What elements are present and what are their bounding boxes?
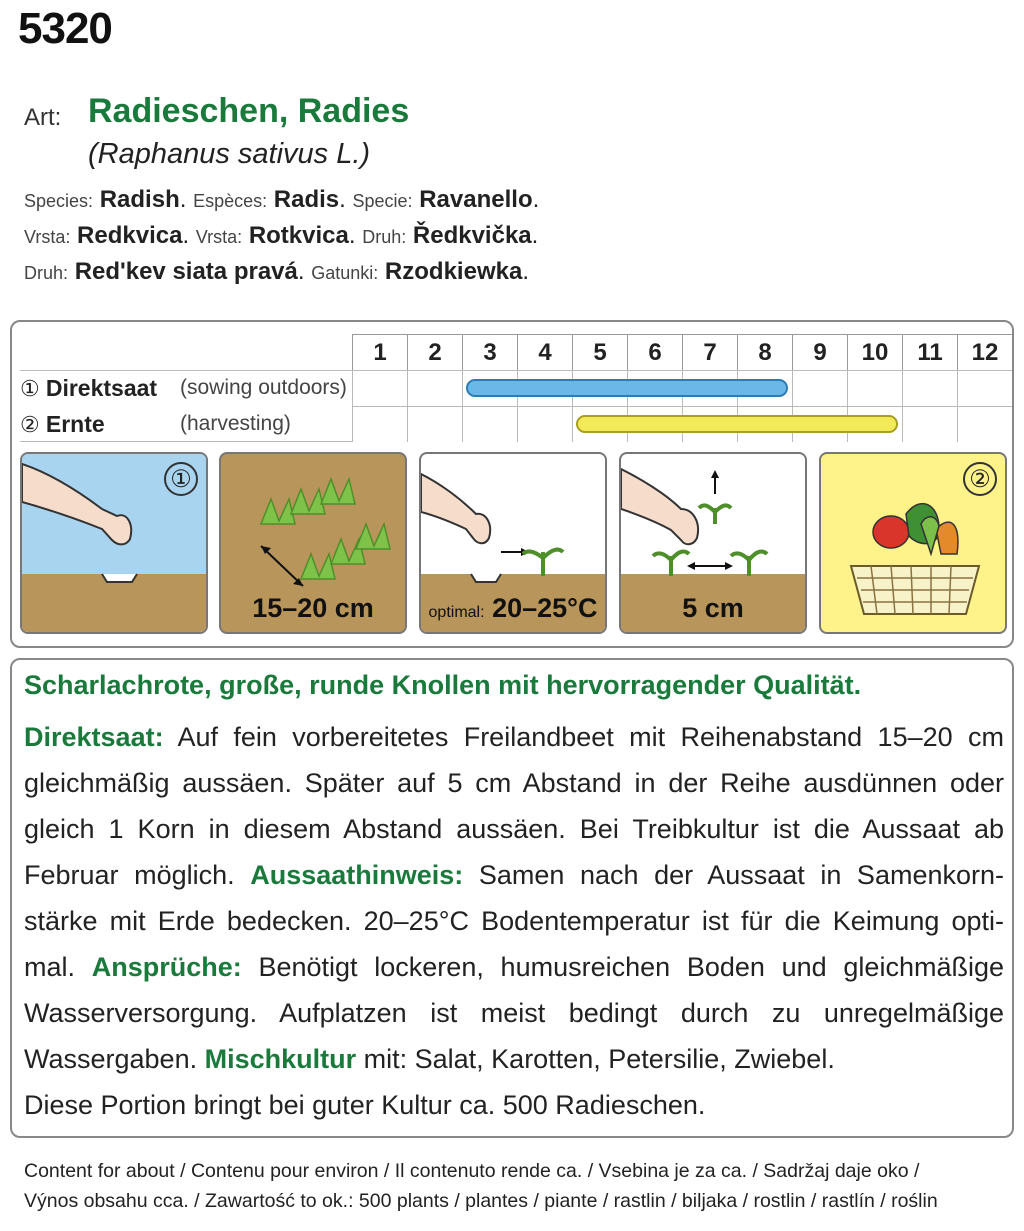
month-4: 4 (517, 334, 572, 370)
month-10: 10 (847, 334, 902, 370)
requirements-heading: Ansprüche: (91, 952, 242, 982)
row-divider (20, 370, 352, 442)
product-code: 5320 (18, 4, 112, 53)
illustration-thinning (619, 452, 807, 634)
step-badge: ① (164, 462, 198, 496)
translation-label: Species: (24, 191, 94, 211)
calendar-cell (352, 370, 407, 406)
illustration-sowing (20, 452, 208, 634)
row-english-label: (harvesting) (180, 412, 291, 435)
sowing-calendar (20, 334, 1010, 444)
calendar-cell (957, 406, 1012, 442)
latin-name: (Raphanus sativus L.) (88, 138, 371, 170)
variety-headline: Scharlachrote, große, runde Knollen mit hervorragender Qualität. (24, 670, 862, 700)
illustration-row-spacing (219, 452, 407, 634)
companion-planting-heading: Mischkultur (204, 1044, 357, 1074)
calendar-cell (902, 370, 957, 406)
direct-sowing-text: Auf fein vorbereitetes Freilandbeet mit Reihenabstand 15–20 cm gleichmäßig aussäen. Später auf 5 cm Abstand in der Reihe ausdünnen oder gleich 1 Korn in diesem Abstand aussäen. Bei Treibkultur ist die Aussaat ab Februar möglich. (24, 722, 1004, 890)
cultivation-instructions (24, 714, 1004, 1128)
calendar-cell (352, 406, 407, 442)
translation-line-3: Druh: Red'kev siata pravá. Gatunki: Rzodkiewka. (24, 258, 529, 285)
translation-label: Druh: (24, 263, 69, 283)
translation-name: Red'kev siata pravá (74, 258, 298, 285)
requirements-text: Benötigt lockeren, humusreichen Boden und gleichmäßige Wasserversorgung. Aufplatzen ist meist bedingt durch zu unregelmäßige Wassergaben. (24, 952, 1004, 1074)
row-label: Direktsaat (45, 375, 158, 401)
translation-label: Espèces: (193, 191, 268, 211)
translation-name: Ravanello (419, 186, 533, 213)
month-5: 5 (572, 334, 627, 370)
month-8: 8 (737, 334, 792, 370)
calendar-cell (847, 370, 902, 406)
calendar-cell (792, 370, 847, 406)
temperature-prefix: optimal: (428, 604, 485, 621)
month-3: 3 (462, 334, 517, 370)
direct-sowing-heading: Direktsaat: (24, 722, 164, 752)
month-2: 2 (407, 334, 462, 370)
row-label: Ernte (45, 411, 105, 437)
translation-line-2: Vrsta: Redkvica. Vrsta: Rotkvica. Druh: Ředkvička. (24, 222, 539, 249)
calendar-cell (462, 406, 517, 442)
translation-name: Redkvica (77, 222, 183, 249)
calendar-cell (407, 370, 462, 406)
content-footer (24, 1156, 1014, 1216)
month-9: 9 (792, 334, 847, 370)
footer-line-2: Výnos obsahu cca. / Zawartość to ok.: 500 plants / plantes / piante / rastlin / biljaka / rostlin / rastlín / roślin (24, 1190, 938, 1212)
translation-label: Vrsta: (195, 227, 243, 247)
translation-name: Radis (273, 186, 340, 213)
calendar-cell (517, 406, 572, 442)
calendar-cell (407, 406, 462, 442)
harvest-period-bar (576, 415, 898, 433)
translation-label: Gatunki: (311, 263, 379, 283)
translation-name: Ředkvička (412, 222, 532, 249)
month-6: 6 (627, 334, 682, 370)
month-7: 7 (682, 334, 737, 370)
illustration-harvest (819, 452, 1007, 634)
calendar-cell (957, 370, 1012, 406)
sowing-note-heading: Aussaathinweis: (250, 860, 464, 890)
sowing-period-bar (466, 379, 788, 397)
translation-label: Druh: (362, 227, 407, 247)
temperature-label (421, 593, 605, 624)
row-english-label: (sowing outdoors) (180, 376, 347, 399)
calendar-cell (902, 406, 957, 442)
sowing-note-text: Samen nach der Aussaat in Samenkorn-stärke mit Erde bedecken. 20–25°C Bodentemperatur ist für die Keimung opti-mal. (24, 860, 1004, 982)
footer-line-1: Content for about / Contenu pour environ / Il contenuto rende ca. / Vsebina je za ca. / Sadržaj daje oko / (24, 1160, 920, 1182)
translation-name: Rzodkiewka (384, 258, 523, 285)
row-symbol: ② (20, 412, 40, 437)
translation-line-1: Species: Radish. Espèces: Radis. Specie: Ravanello. (24, 186, 540, 213)
art-label: Art: (24, 104, 62, 131)
month-11: 11 (902, 334, 957, 370)
translation-name: Radish (99, 186, 180, 213)
translation-label: Vrsta: (24, 227, 71, 247)
translation-name: Rotkvica (248, 222, 349, 249)
thinning-distance-label: 5 cm (682, 593, 744, 623)
row-symbol: ① (20, 376, 40, 401)
common-name: Radieschen, Radies (88, 92, 410, 130)
row-spacing-label: 15–20 cm (252, 593, 374, 623)
month-12: 12 (957, 334, 1012, 370)
yield-note: Diese Portion bringt bei guter Kultur ca. 500 Radieschen. (24, 1090, 706, 1120)
step-badge: ② (963, 462, 997, 496)
illustration-temperature (419, 452, 607, 634)
month-1: 1 (352, 334, 407, 370)
translation-label: Specie: (352, 191, 413, 211)
temperature-value: 20–25°C (492, 593, 598, 623)
companion-planting-text: mit: Salat, Karotten, Petersilie, Zwiebel. (356, 1044, 835, 1074)
